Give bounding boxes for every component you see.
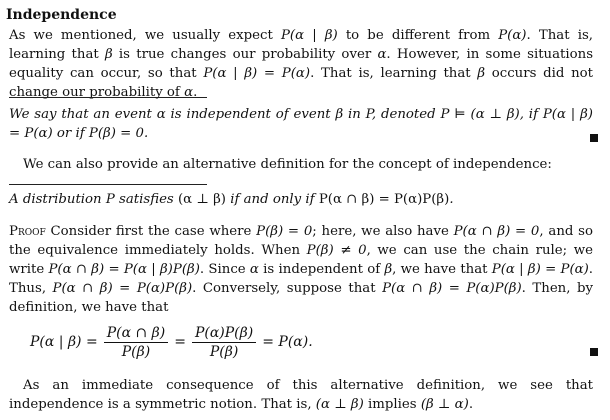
text: is independent of event bbox=[165, 107, 336, 122]
math: β bbox=[335, 107, 344, 122]
text: is true changes our probability over bbox=[112, 47, 378, 62]
math: (α ⊥ β) bbox=[177, 192, 226, 207]
equation-lhs: P(α | β) = bbox=[30, 334, 98, 350]
text: or if bbox=[52, 126, 89, 141]
alternative-definition-intro: We can also provide an alternative definition for the concept of independence: bbox=[23, 157, 552, 172]
math: P bbox=[105, 192, 115, 207]
section-heading: Independence bbox=[6, 7, 117, 23]
fraction-denominator: P(β) bbox=[209, 343, 239, 360]
math: β bbox=[104, 47, 113, 62]
math: β bbox=[384, 262, 393, 277]
math: P ⊨ (α ⊥ β) bbox=[440, 107, 520, 122]
fraction-denominator: P(β) bbox=[121, 343, 151, 360]
text: . Then, by definition, we have that bbox=[9, 281, 593, 315]
end-of-proof-box bbox=[590, 348, 598, 356]
math: P(α | β) = P(α) bbox=[203, 66, 311, 81]
math: P(α ∩ β) = 0 bbox=[453, 224, 540, 239]
text: . bbox=[143, 126, 149, 141]
math: P(α ∩ β) = P(α | β)P(β) bbox=[48, 262, 200, 277]
text: is independent of bbox=[258, 262, 385, 277]
text: to be different from bbox=[337, 28, 499, 43]
math: P(α ∩ β) = P(α)P(β) bbox=[382, 281, 522, 296]
proposition-rule bbox=[9, 184, 207, 185]
equals-sign: = bbox=[174, 334, 186, 350]
math: P(β) = 0 bbox=[88, 126, 144, 141]
text: A distribution bbox=[9, 192, 106, 207]
proposition-statement bbox=[9, 190, 593, 209]
math: P(α | β) = P(α) bbox=[491, 262, 589, 277]
fraction-numerator: P(α)P(β) bbox=[192, 325, 256, 343]
math: β bbox=[477, 66, 486, 81]
fraction-product bbox=[192, 325, 256, 360]
text: We say that an event bbox=[9, 107, 157, 122]
definition-independence bbox=[9, 105, 593, 143]
text: , we can use the chain rule; we write bbox=[9, 243, 593, 277]
math: P(α | β) bbox=[280, 28, 338, 43]
math: P(α | β) = P(α) bbox=[9, 107, 593, 141]
intro-paragraph bbox=[9, 26, 593, 102]
fraction-intersection bbox=[104, 325, 169, 360]
text: As we mentioned, we usually expect bbox=[9, 28, 281, 43]
end-of-definition-box bbox=[590, 134, 598, 142]
math: P(α ∩ β) = P(α)P(β) bbox=[52, 281, 193, 296]
equation-rhs: = P(α). bbox=[262, 334, 313, 350]
math: P(α) bbox=[498, 28, 527, 43]
math: P(α ∩ β) = P(α)P(β) bbox=[318, 192, 450, 207]
text: occurs did not change our probability of bbox=[9, 66, 594, 100]
proof-paragraph bbox=[9, 222, 593, 317]
text: . Thus, bbox=[9, 262, 594, 296]
math: P(β) = 0 bbox=[256, 224, 313, 239]
fraction-numerator: P(α ∩ β) bbox=[104, 325, 169, 343]
symmetry-paragraph bbox=[9, 376, 593, 414]
text: Consider first the case where bbox=[45, 224, 257, 239]
text: . bbox=[449, 192, 454, 207]
math: P bbox=[365, 107, 372, 122]
math: α bbox=[377, 47, 387, 62]
text: As an immediate consequence of this alternative definition, we see that independence is a symmetric notion. That is, bbox=[9, 378, 593, 412]
text: . bbox=[468, 397, 474, 412]
text: , if bbox=[519, 107, 543, 122]
text: . Since bbox=[199, 262, 250, 277]
math: α bbox=[184, 85, 194, 100]
text: implies bbox=[363, 397, 421, 412]
definition-rule bbox=[9, 97, 207, 98]
text: . However, in some situations equality can occur, so that bbox=[9, 47, 594, 81]
text: . Conversely, suppose that bbox=[192, 281, 383, 296]
display-equation bbox=[30, 322, 313, 362]
proof-label: Proof bbox=[9, 224, 46, 239]
text: ; here, we also have bbox=[312, 224, 454, 239]
text: . That is, learning that bbox=[310, 66, 478, 81]
text: , we have that bbox=[392, 262, 492, 277]
math: α bbox=[249, 262, 259, 277]
text: , denoted bbox=[371, 107, 441, 122]
text: , and so the equivalence immediately holds. When bbox=[9, 224, 593, 258]
text: . bbox=[193, 85, 198, 100]
text: satisfies bbox=[114, 192, 178, 207]
text: in bbox=[343, 107, 366, 122]
math: (α ⊥ β) bbox=[315, 397, 364, 412]
text: if and only if bbox=[225, 192, 319, 207]
math: α bbox=[156, 107, 166, 122]
text: . That is, learning that bbox=[9, 28, 593, 62]
math: (β ⊥ α) bbox=[420, 397, 469, 412]
math: P(β) ≠ 0 bbox=[306, 243, 367, 258]
